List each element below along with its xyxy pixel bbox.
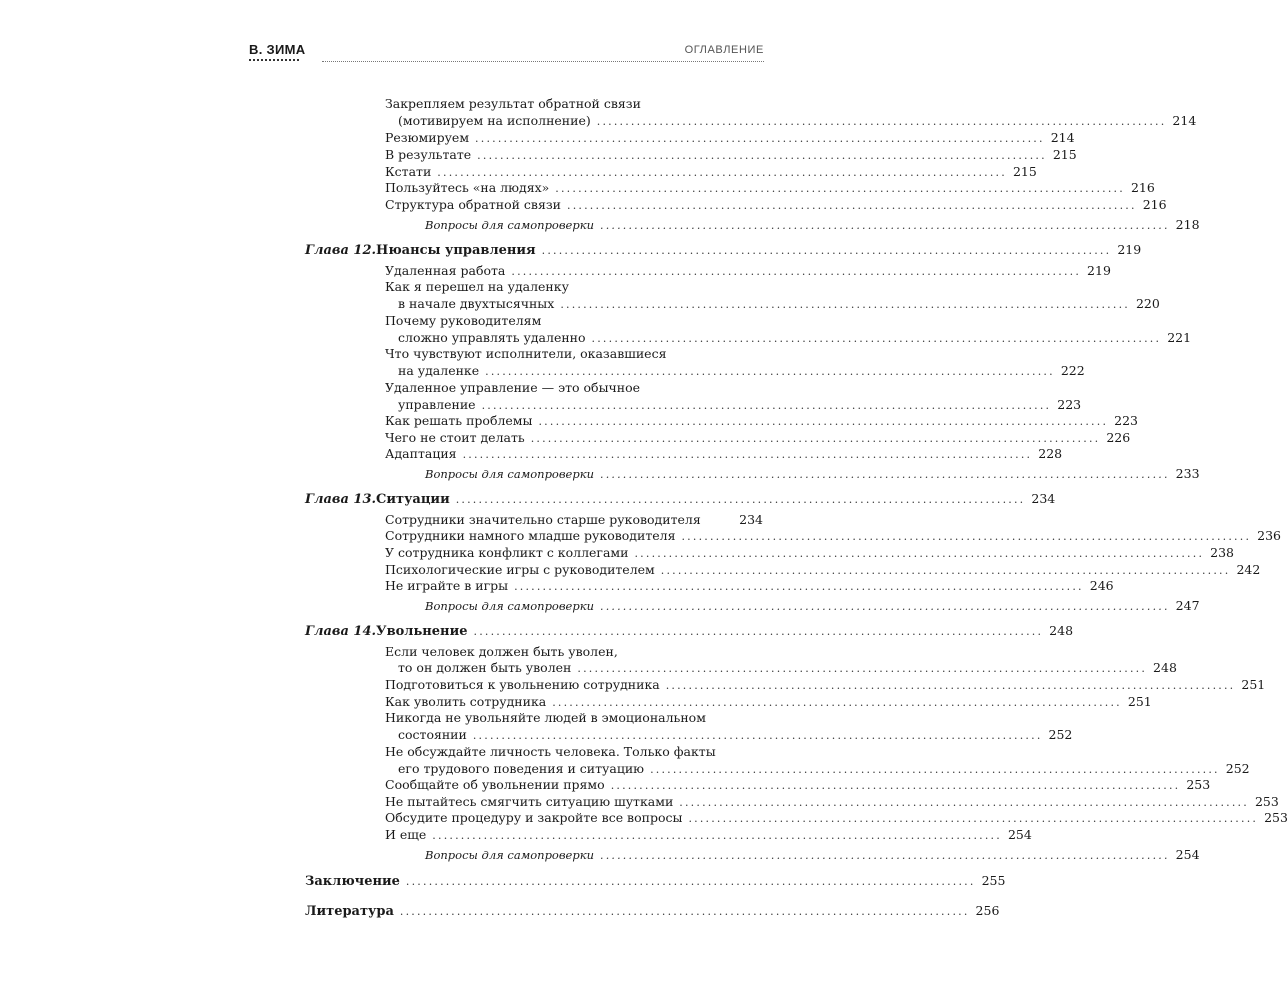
toc-entry (398, 295, 1160, 312)
toc-entry-text: И еще (385, 827, 427, 842)
toc-entry (385, 412, 1139, 429)
leader-dots: .................................................................................................... (577, 662, 1148, 675)
toc-review (425, 846, 1200, 863)
toc-entry-text: Сообщайте об увольнении прямо (385, 777, 605, 792)
page-number: 219 (1117, 242, 1142, 257)
page-number: 253 (1186, 777, 1211, 792)
leader-dots: .................................................................................................... (596, 115, 1167, 128)
toc-entry-text: Кстати (385, 164, 432, 179)
page-number: 248 (1153, 660, 1177, 675)
toc-entry-text: Как решать проблемы (385, 413, 533, 428)
page-number: 234 (1031, 491, 1056, 506)
toc-entry-text: Не обсуждайте личность человека. Только факты (385, 744, 716, 759)
page-number: 222 (1060, 363, 1085, 378)
leader-dots: .................................................................................................... (679, 796, 1249, 809)
toc-chapter-13 (305, 490, 1056, 507)
page-number: 254 (1175, 847, 1200, 862)
toc-entry-text: Не пытайтесь смягчить ситуацию шутками (385, 794, 674, 809)
author-name: В. ЗИМА (249, 42, 306, 57)
chapter-title: Увольнение (376, 624, 468, 639)
page-number: 248 (1049, 623, 1074, 638)
page-number: 215 (1052, 147, 1077, 162)
toc-entry (398, 362, 1085, 379)
page-number: 228 (1038, 446, 1063, 461)
toc-entry (385, 429, 1131, 446)
page-number: 251 (1127, 694, 1152, 709)
toc-review (425, 597, 1200, 614)
toc-entry (385, 826, 1032, 843)
toc-literature (305, 902, 1000, 919)
page-number: 219 (1087, 263, 1111, 278)
toc-conclusion (305, 872, 1006, 889)
toc-entry (385, 196, 1167, 213)
toc-entry (398, 659, 1177, 676)
page-number: 223 (1114, 413, 1139, 428)
review-label: Вопросы для самопроверки (425, 848, 594, 862)
leader-dots: .................................................................................................... (650, 763, 1220, 776)
toc-entry (385, 527, 1282, 544)
toc-entry-text: Адаптация (385, 446, 457, 461)
toc-entry-text: Пользуйтесь «на людях» (385, 180, 550, 195)
toc-entry-text: состоянии (398, 727, 467, 742)
toc-entry (385, 676, 1266, 693)
page-number: 254 (1007, 827, 1032, 842)
toc-review (425, 465, 1200, 482)
review-label: Вопросы для самопроверки (425, 218, 594, 232)
toc-entry-text: Как я перешел на удаленку (385, 279, 569, 294)
chapter-number: Глава 12. (305, 243, 377, 258)
toc-entry-text: сложно управлять удаленно (398, 330, 586, 345)
leader-dots: .................................................................................................... (405, 875, 976, 888)
toc-entry (385, 693, 1152, 710)
page-number: 216 (1130, 180, 1155, 195)
page-number: 221 (1167, 330, 1192, 345)
leader-dots: .................................................................................................... (485, 365, 1055, 378)
toc-entry-text: (мотивируем на исполнение) (398, 113, 591, 128)
toc-entry (385, 163, 1037, 180)
page-number: 246 (1089, 578, 1114, 593)
toc-entry-text: Никогда не увольняйте людей в эмоциональном (385, 710, 706, 725)
toc-entry (385, 146, 1077, 163)
toc-entry (398, 396, 1082, 413)
page-number: 238 (1210, 545, 1235, 560)
leader-dots: .................................................................................................... (591, 332, 1162, 345)
toc-entry (385, 577, 1114, 594)
toc-chapter-12 (305, 241, 1142, 258)
page-number: 253 (1264, 810, 1288, 825)
toc-entry (398, 329, 1192, 346)
leader-dots: .................................................................................................... (600, 219, 1170, 232)
toc-entry-text: на удаленке (398, 363, 480, 378)
toc-entry-text: Обсудите процедуру и закройте все вопросы (385, 810, 683, 825)
leader-dots: .................................................................................................... (665, 679, 1236, 692)
leader-dots: .................................................................................................... (432, 829, 1002, 842)
toc-entry-text: Почему руководителям (385, 313, 542, 328)
leader-dots: .................................................................................................... (688, 812, 1259, 825)
toc-entry-text: Что чувствуют исполнители, оказавшиеся (385, 346, 667, 361)
toc-entry-text: Сотрудники намного младше руководителя (385, 528, 676, 543)
page-number: 255 (981, 873, 1006, 888)
leader-dots: .................................................................................................... (511, 265, 1082, 278)
leader-dots: .................................................................................................... (455, 493, 1026, 506)
chapter-title: Нюансы управления (376, 243, 536, 258)
toc-entry (398, 726, 1073, 743)
page-number: 247 (1175, 598, 1200, 613)
page-number: 214 (1050, 130, 1075, 145)
page-number: 252 (1225, 761, 1250, 776)
leader-dots: .................................................................................................... (475, 132, 1045, 145)
page-number: 226 (1106, 430, 1131, 445)
toc-entry (385, 544, 1235, 561)
toc-entry (385, 129, 1075, 146)
leader-dots: .................................................................................................... (462, 448, 1033, 461)
leader-dots: .................................................................................................... (437, 166, 1007, 179)
toc-entry-text: Подготовиться к увольнению сотрудника (385, 677, 660, 692)
leader-dots: .................................................................................................... (473, 625, 1044, 638)
page-number: 251 (1241, 677, 1266, 692)
review-label: Вопросы для самопроверки (425, 467, 594, 481)
leader-dots: .................................................................................................... (634, 547, 1205, 560)
toc-entry-text: В результате (385, 147, 472, 162)
page-number: 216 (1142, 197, 1167, 212)
toc-entry (385, 511, 763, 528)
leader-dots: .................................................................................................... (472, 729, 1043, 742)
backmatter-title: Заключение (305, 874, 400, 889)
page-number: 220 (1135, 296, 1160, 311)
toc-entry (385, 179, 1155, 196)
page-number: 218 (1175, 217, 1200, 232)
toc-entry-text: управление (398, 397, 476, 412)
leader-dots: .................................................................................................... (660, 564, 1231, 577)
backmatter-title: Литература (305, 904, 394, 919)
toc-entry-text: Резюмируем (385, 130, 470, 145)
leader-dots: .................................................................................................... (555, 182, 1125, 195)
leader-dots: .................................................................................................... (481, 399, 1052, 412)
page-number: 233 (1175, 466, 1200, 481)
page-number: 253 (1254, 794, 1279, 809)
toc-entry-text: Удаленное управление — это обычное (385, 380, 641, 395)
page-number: 252 (1048, 727, 1073, 742)
leader-dots: .................................................................................................... (541, 244, 1112, 257)
toc-entry-text: его трудового поведения и ситуацию (398, 761, 645, 776)
leader-dots: .................................................................................................... (567, 199, 1137, 212)
toc-review (425, 216, 1200, 233)
toc-entry-text: то он должен быть уволен (398, 660, 572, 675)
toc-entry-text: Удаленная работа (385, 263, 506, 278)
review-label: Вопросы для самопроверки (425, 599, 594, 613)
leader-dots: .................................................................................................... (600, 849, 1170, 862)
leader-dots: .................................................................................................... (538, 415, 1109, 428)
leader-dots: .................................................................................................... (610, 779, 1181, 792)
author-underline (249, 59, 299, 61)
chapter-number: Глава 14. (305, 624, 377, 639)
toc-entry (398, 112, 1197, 129)
leader-dots: .................................................................................................... (399, 905, 970, 918)
page-number: 223 (1057, 397, 1082, 412)
page-number: 214 (1172, 113, 1197, 128)
leader-dots: .................................................................................................... (530, 432, 1101, 445)
leader-dots: .................................................................................................... (477, 149, 1047, 162)
page-number: 256 (975, 903, 1000, 918)
toc-entry (385, 793, 1279, 810)
page-number: 234 (739, 512, 763, 527)
leader-dots: .................................................................................................... (681, 530, 1252, 543)
toc-entry-text: Психологические игры с руководителем (385, 562, 655, 577)
toc-entry-text: Сотрудники значительно старше руководителя (385, 512, 701, 527)
leader-dots: .................................................................................................... (514, 580, 1084, 593)
page-number: 236 (1257, 528, 1282, 543)
chapter-title: Ситуации (376, 492, 450, 507)
page-number: 215 (1012, 164, 1037, 179)
section-title: ОГЛАВЛЕНИЕ (684, 44, 764, 56)
leader-dots: .................................................................................................... (600, 600, 1170, 613)
toc-entry (385, 809, 1288, 826)
page-number: 242 (1236, 562, 1261, 577)
toc-entry (385, 445, 1063, 462)
toc-entry-text: Если человек должен быть уволен, (385, 644, 618, 659)
toc-entry (385, 262, 1111, 279)
chapter-number: Глава 13. (305, 492, 377, 507)
header-dotted-rule (322, 61, 764, 62)
toc-entry-text: Закрепляем результат обратной связи (385, 96, 641, 111)
toc-entry-text: Чего не стоит делать (385, 430, 525, 445)
toc-entry (398, 760, 1250, 777)
toc-entry-text: Структура обратной связи (385, 197, 562, 212)
toc-chapter-14 (305, 622, 1074, 639)
toc-entry (385, 561, 1261, 578)
leader-dots: .................................................................................................... (560, 298, 1130, 311)
toc-entry-text: У сотрудника конфликт с коллегами (385, 545, 629, 560)
leader-dots: .................................................................................................... (600, 468, 1170, 481)
toc-entry (385, 776, 1211, 793)
toc-entry-text: в начале двухтысячных (398, 296, 555, 311)
toc-entry-text: Как уволить сотрудника (385, 694, 547, 709)
leader-dots: .................................................................................................... (552, 696, 1122, 709)
toc-entry-text: Не играйте в игры (385, 578, 509, 593)
